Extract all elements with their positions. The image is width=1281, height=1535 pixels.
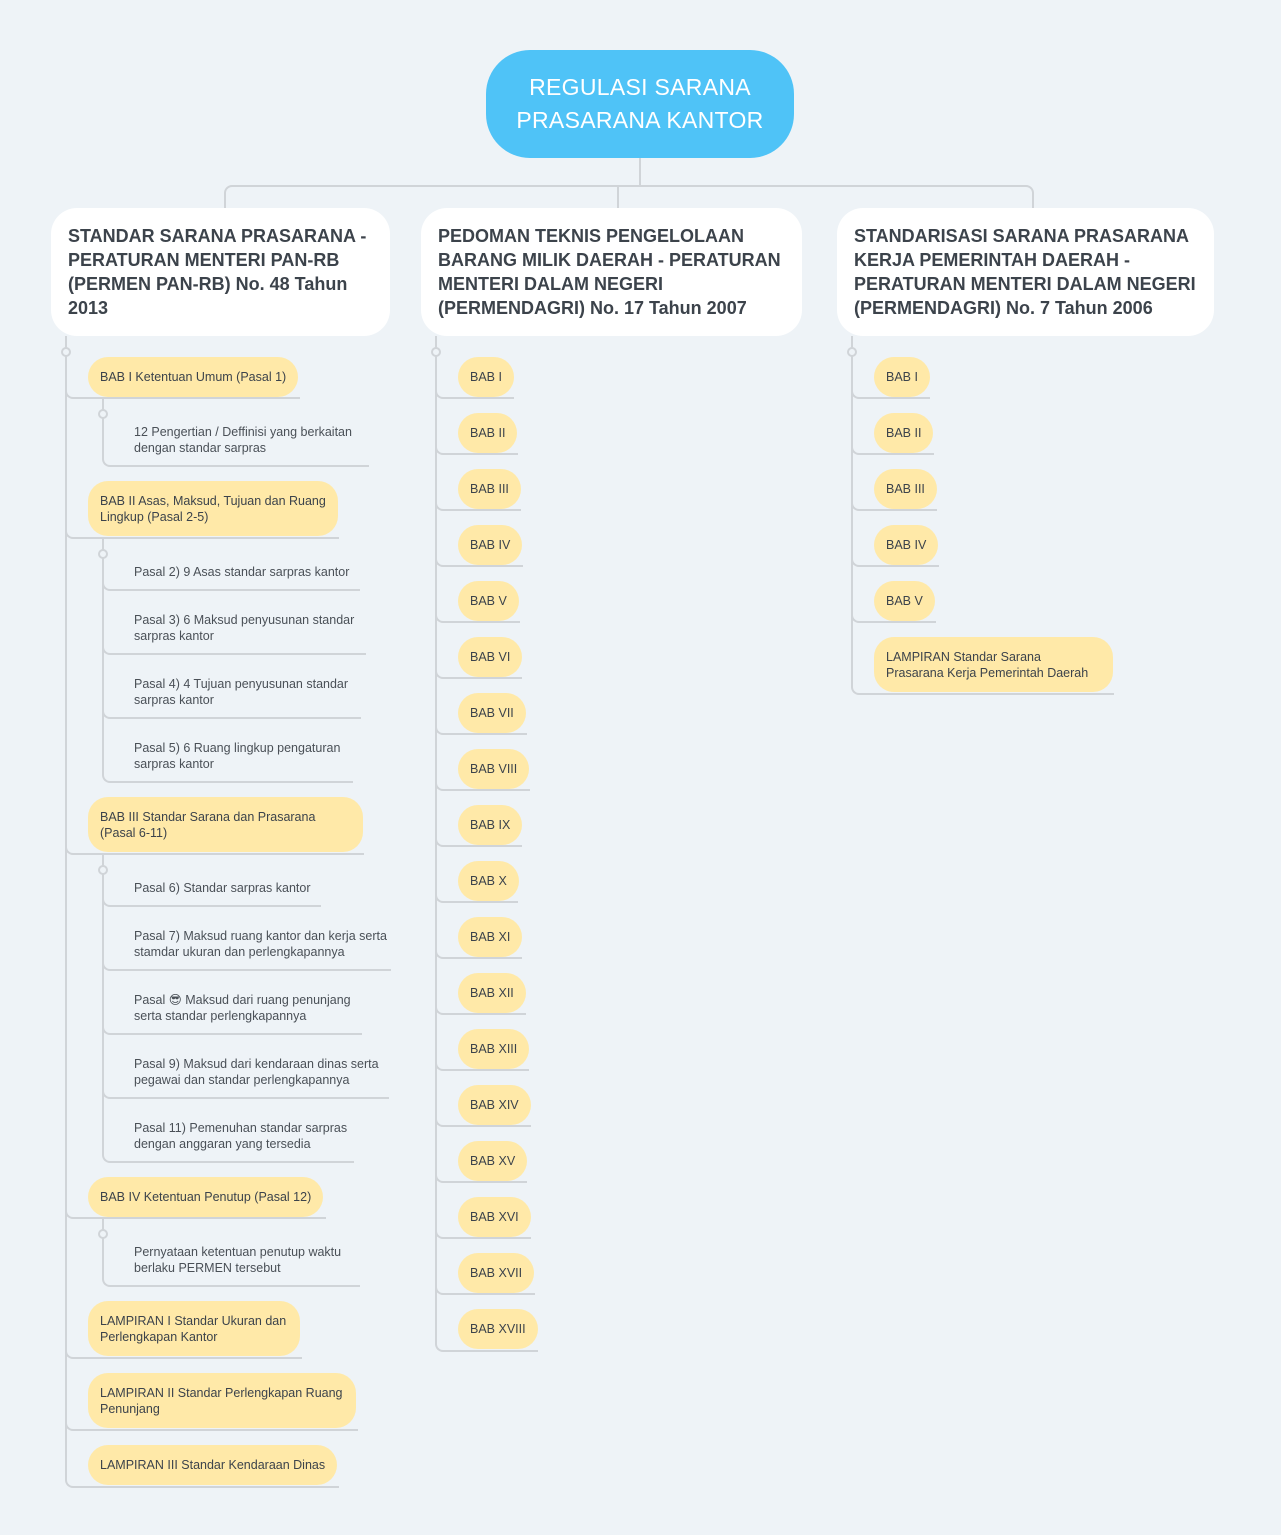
bab-label: BAB IX <box>470 818 511 832</box>
connector <box>102 448 369 467</box>
leaf-label: Pasal 5) 6 Ruang lingkup pengaturan sarpras kantor <box>134 741 341 771</box>
collapse-knob[interactable] <box>98 409 108 419</box>
leaf-label: Pasal 😎 Maksud dari ruang penunjang serta standar perlengkapannya <box>134 993 351 1023</box>
bab-label: BAB VIII <box>470 762 518 776</box>
subtopic-label: BAB I Ketentuan Umum (Pasal 1) <box>100 370 287 384</box>
bab-label: BAB I <box>886 370 918 384</box>
bab-label: BAB XVIII <box>470 1322 526 1336</box>
bab-label: BAB X <box>470 874 507 888</box>
connector <box>65 1392 358 1431</box>
main-topic-permendagri-7-2006[interactable] <box>837 208 1214 336</box>
bab-label: BAB V <box>886 594 923 608</box>
subtopic-label: LAMPIRAN III Standar Kendaraan Dinas <box>100 1458 326 1472</box>
connector <box>435 1164 527 1183</box>
connector <box>435 996 526 1015</box>
connector <box>435 492 521 511</box>
bab-label: BAB IV <box>470 538 511 552</box>
connector <box>851 380 930 399</box>
main-topic-label: STANDAR SARANA PRASARANA - PERATURAN MENTERI PAN-RB (PERMEN PAN-RB) No. 48 Tahun 2013 <box>68 226 367 318</box>
bab-label: BAB IV <box>886 538 927 552</box>
bab-label: BAB I <box>470 370 502 384</box>
connector <box>435 1320 538 1352</box>
subtopic-label: BAB III Standar Sarana dan Prasarana (Pasal 6-11) <box>100 809 316 840</box>
bab-label: BAB II <box>886 426 922 440</box>
connector <box>435 828 522 847</box>
bab-label: BAB VII <box>470 706 514 720</box>
connector <box>435 772 530 791</box>
connector <box>65 380 300 399</box>
root-connector-mid <box>617 185 619 209</box>
collapse-knob[interactable] <box>847 347 857 357</box>
collapse-knob[interactable] <box>98 865 108 875</box>
subtopic-label: LAMPIRAN II Standar Perlengkapan Ruang Penunjang <box>100 1385 343 1416</box>
connector <box>435 604 520 623</box>
connector <box>102 572 360 591</box>
connector <box>435 940 522 959</box>
bab-label: BAB V <box>470 594 507 608</box>
subtopic-label: LAMPIRAN I Standar Ukuran dan Perlengkapan Kantor <box>100 1313 287 1344</box>
bab-label: BAB II <box>470 426 506 440</box>
connector <box>102 952 391 971</box>
connector <box>65 500 339 539</box>
leaf-label: 12 Pengertian / Deffinisi yang berkaitan dengan standar sarpras <box>134 425 352 455</box>
leaf-label: Pasal 7) Maksud ruang kantor dan kerja serta stamdar ukuran dan perlengkapannya <box>134 929 387 959</box>
connector <box>435 1108 531 1127</box>
leaf-label: Pasal 6) Standar sarpras kantor <box>134 881 311 895</box>
root-topic[interactable] <box>486 50 794 158</box>
connector <box>102 1144 354 1163</box>
connector <box>851 548 939 567</box>
bab-label: BAB XVI <box>470 1210 519 1224</box>
leaf-label: Pasal 9) Maksud dari kendaraan dinas serta pegawai dan standar perlengkapannya <box>134 1057 379 1087</box>
subtopic-label: BAB IV Ketentuan Penutup (Pasal 12) <box>100 1190 312 1204</box>
connector <box>102 1016 362 1035</box>
root-connector <box>639 158 641 186</box>
connector <box>851 656 1114 695</box>
bab-label: BAB XIII <box>470 1042 518 1056</box>
collapse-knob[interactable] <box>61 347 71 357</box>
bab-label: BAB XIV <box>470 1098 519 1112</box>
bab-label: BAB XVII <box>470 1266 523 1280</box>
connector <box>851 492 937 511</box>
root-topic-label: REGULASI SARANA PRASARANA KANTOR <box>516 74 764 133</box>
connector <box>102 1268 360 1287</box>
connector <box>851 604 936 623</box>
connector <box>102 700 361 719</box>
connector <box>435 436 518 455</box>
leaf-label: Pasal 3) 6 Maksud penyusunan standar sarpras kantor <box>134 613 355 643</box>
bab-label: BAB III <box>886 482 925 496</box>
connector <box>102 888 321 907</box>
connector <box>435 1276 535 1295</box>
connector <box>65 816 364 855</box>
leaf-label: Pasal 2) 9 Asas standar sarpras kantor <box>134 565 350 579</box>
leaf-label: Pasal 4) 4 Tujuan penyusunan standar sarpras kantor <box>134 677 349 707</box>
connector <box>65 1320 302 1359</box>
connector <box>65 1200 326 1219</box>
main-topic-permen-panrb[interactable] <box>51 208 390 336</box>
subtopic-label: LAMPIRAN Standar Sarana Prasarana Kerja Pemerintah Daerah <box>886 649 1089 680</box>
connector <box>435 716 527 735</box>
connector <box>851 436 934 455</box>
bab-label: BAB XV <box>470 1154 516 1168</box>
bab-label: BAB VI <box>470 650 511 664</box>
connector <box>435 660 522 679</box>
connector <box>102 636 366 655</box>
collapse-knob[interactable] <box>98 549 108 559</box>
main-topic-permendagri-17-2007[interactable] <box>421 208 802 336</box>
connector <box>435 1052 529 1071</box>
connector <box>435 380 514 399</box>
connector <box>102 1080 389 1099</box>
connector <box>65 1450 339 1488</box>
connector <box>435 548 523 567</box>
main-topic-label: PEDOMAN TEKNIS PENGELOLAAN BARANG MILIK DAERAH - PERATURAN MENTERI DALAM NEGERI (PERMENDAGRI) No. 17 Tahun 2007 <box>438 226 781 318</box>
connector <box>435 1220 531 1239</box>
root-connector-left <box>224 185 641 209</box>
connector <box>435 884 518 903</box>
subtopic-label: BAB II Asas, Maksud, Tujuan dan Ruang Lingkup (Pasal 2-5) <box>100 493 326 524</box>
collapse-knob[interactable] <box>431 347 441 357</box>
connector <box>102 764 353 783</box>
bab-label: BAB III <box>470 482 509 496</box>
leaf-label: Pernyataan ketentuan penutup waktu berlaku PERMEN tersebut <box>134 1245 342 1275</box>
main-topic-label: STANDARISASI SARANA PRASARANA KERJA PEMERINTAH DAERAH - PERATURAN MENTERI DALAM NEGERI (PERMENDAGRI) No. 7 Tahun 2006 <box>854 226 1196 318</box>
leaf-label: Pasal 11) Pemenuhan standar sarpras dengan anggaran yang tersedia <box>134 1121 348 1151</box>
collapse-knob[interactable] <box>98 1229 108 1239</box>
bab-label: BAB XII <box>470 986 514 1000</box>
root-connector-right <box>639 185 1034 209</box>
bab-label: BAB XI <box>470 930 511 944</box>
